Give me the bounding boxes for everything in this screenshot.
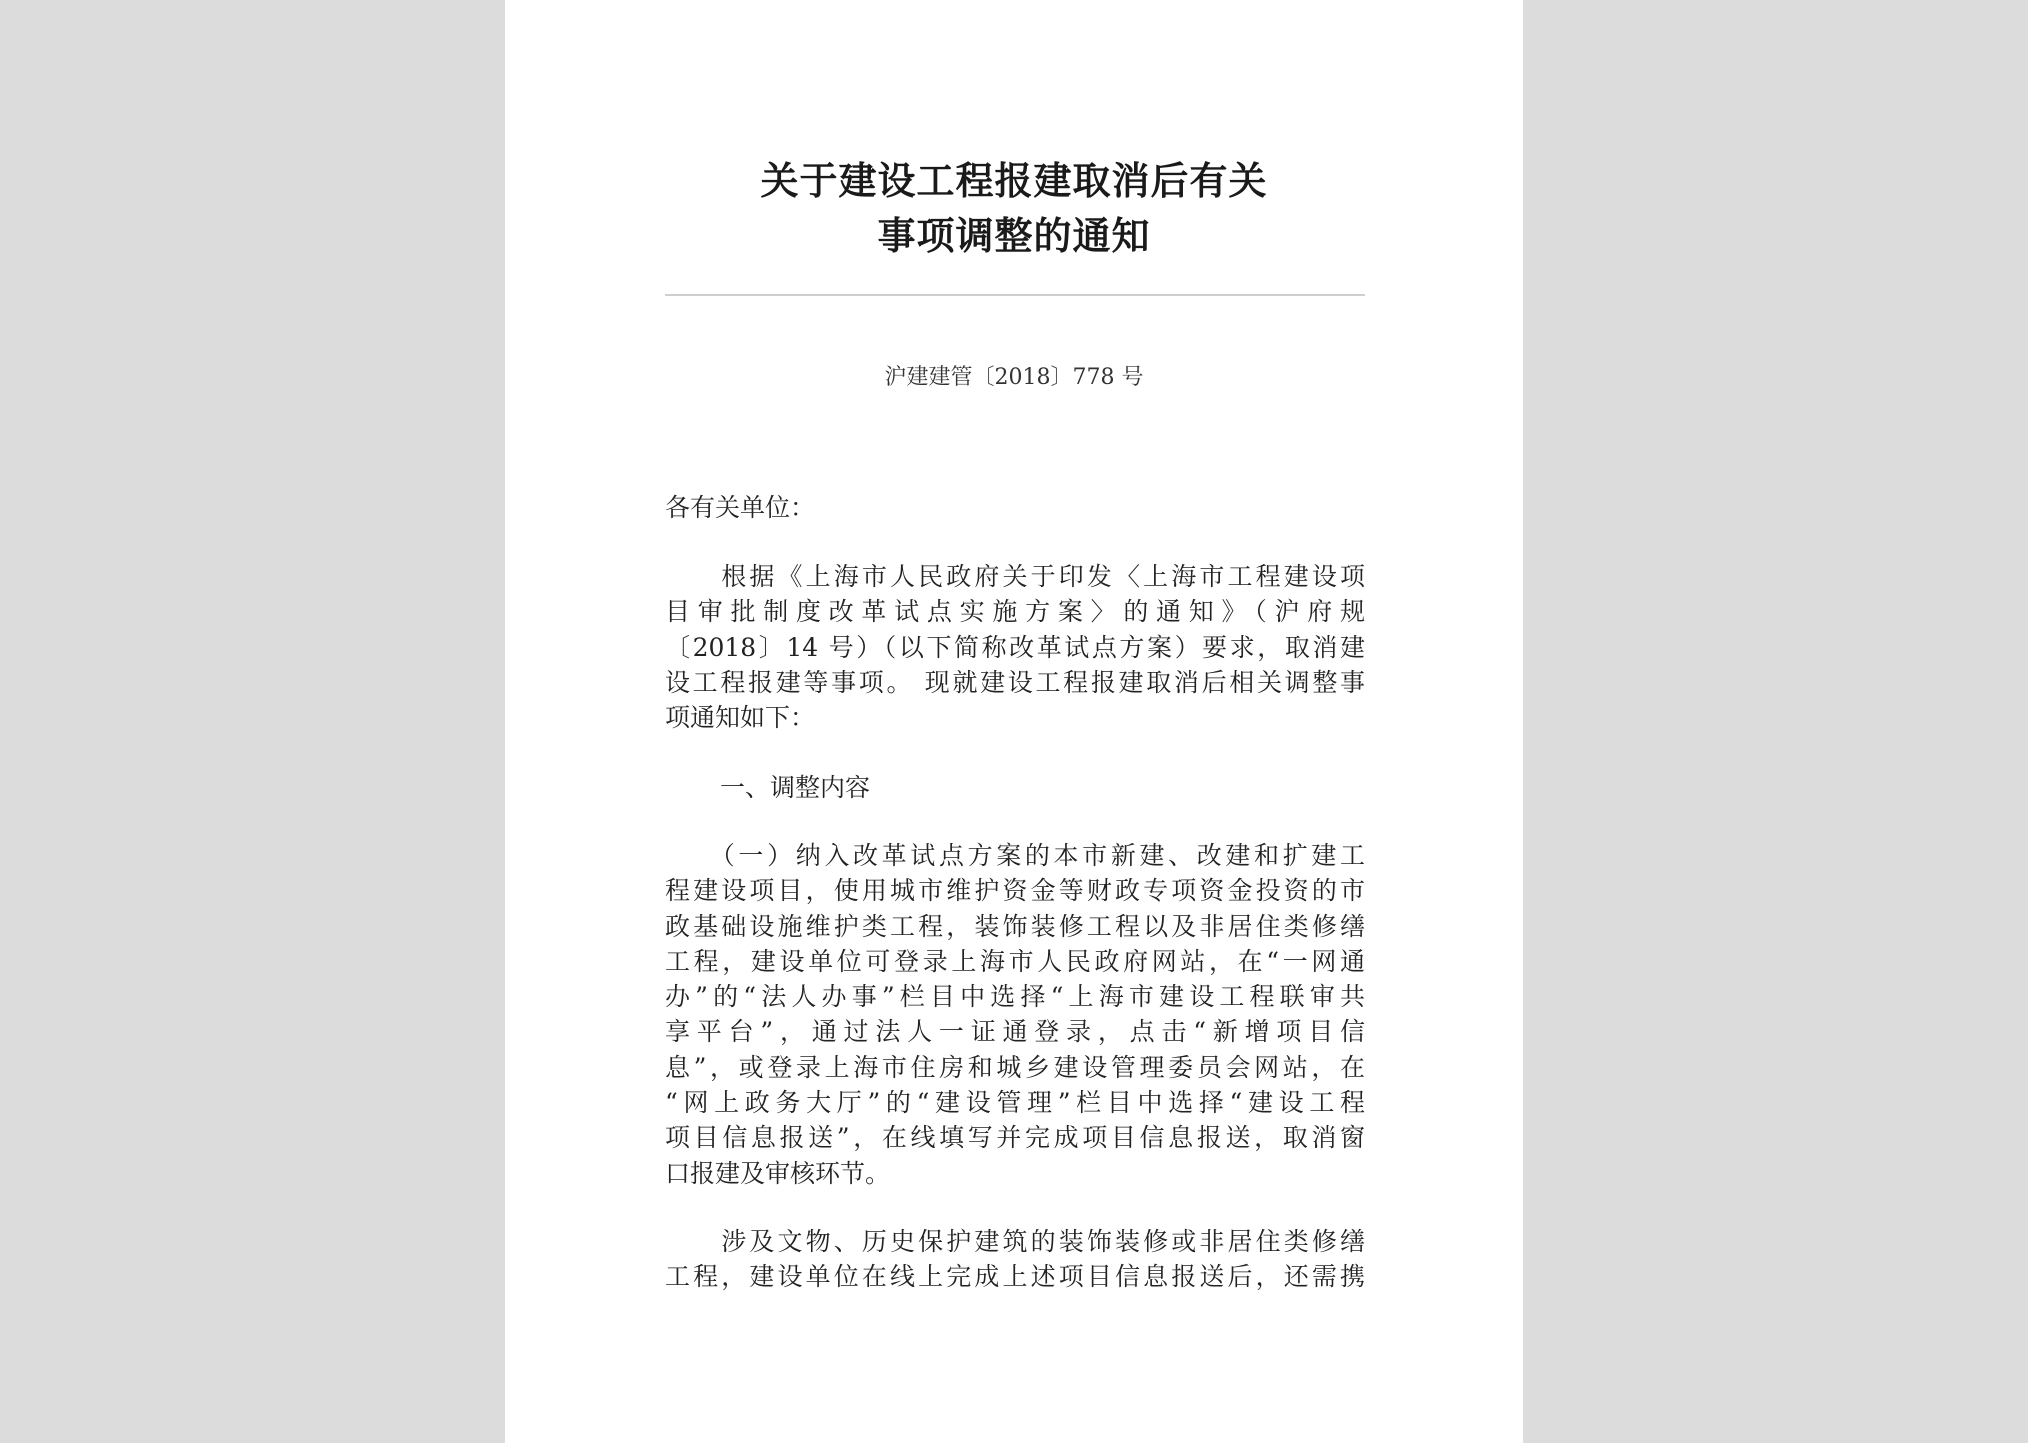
paragraph-line: 根据《上海市人民政府关于印发〈上海市工程建设项 — [665, 562, 1365, 591]
paragraph-line: 项通知如下： — [665, 703, 816, 733]
paragraph-line: 涉及文物、历史保护建筑的装饰装修或非居住类修缮 — [665, 1227, 1365, 1256]
paragraph-line: 工程，建设单位在线上完成上述项目信息报送后，还需携 — [665, 1262, 1365, 1292]
section-heading: 一、调整内容 — [720, 773, 871, 802]
paragraph-line: 工程，建设单位可登录上海市人民政府网站，在“一网通 — [665, 946, 1365, 976]
salutation: 各有关单位： — [665, 493, 816, 522]
paragraph-line: （一）纳入改革试点方案的本市新建、改建和扩建工 — [665, 841, 1365, 870]
paragraph-3 — [665, 1224, 1365, 1295]
paragraph-line: 息”，或登录上海市住房和城乡建设管理委员会网站，在 — [665, 1052, 1365, 1082]
paragraph-line: 办”的“法人办事”栏目中选择“上海市建设工程联审共 — [665, 982, 1365, 1012]
paragraph-line: 设工程报建等事项。 现就建设工程报建取消后相关调整事 — [665, 667, 1365, 697]
document-title-line-1: 关于建设工程报建取消后有关 — [760, 158, 1268, 203]
paragraph-2 — [665, 838, 1365, 1191]
paragraph-line: 程建设项目，使用城市维护资金等财政专项资金投资的市 — [665, 876, 1365, 906]
title-divider — [665, 294, 1365, 296]
paragraph-line: 政基础设施维护类工程，装饰装修工程以及非居住类修缮 — [665, 911, 1365, 941]
paragraph-line: “网上政务大厅”的“建设管理”栏目中选择“建设工程 — [665, 1088, 1365, 1118]
paragraph-1 — [665, 559, 1365, 735]
document-number: 沪建建管〔2018〕778 号 — [884, 365, 1144, 390]
paragraph-line: 目审批制度改革试点实施方案〉的通知》（沪府规 — [665, 597, 1365, 627]
paragraph-line: 项目信息报送”，在线填写并完成项目信息报送，取消窗 — [665, 1123, 1365, 1153]
paragraph-line: 口报建及审核环节。 — [665, 1158, 891, 1188]
paragraph-line: 享平台”，通过法人一证通登录，点击“新增项目信 — [665, 1017, 1365, 1047]
document-title-line-2: 事项调整的通知 — [877, 213, 1151, 258]
document-page — [505, 0, 1523, 1443]
paragraph-line: 〔2018〕14 号）（以下简称改革试点方案）要求，取消建 — [665, 632, 1365, 662]
